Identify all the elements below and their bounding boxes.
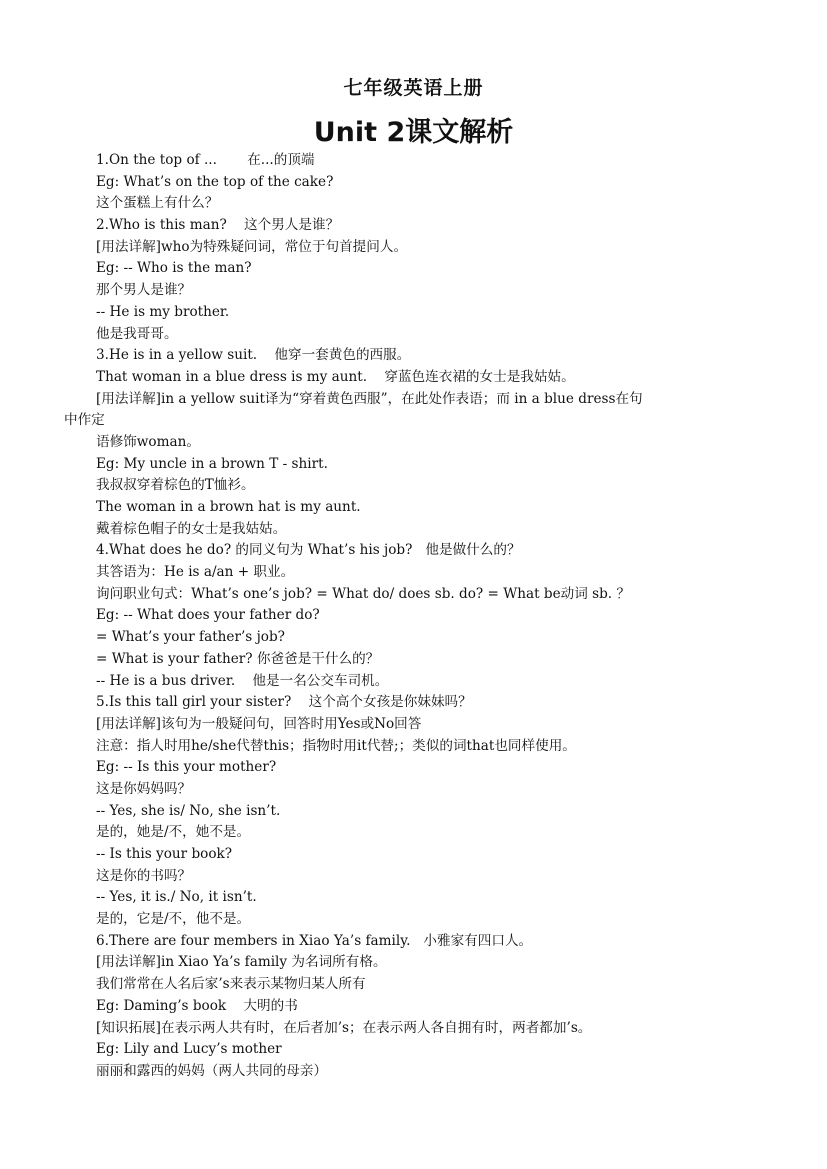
text-line: [用法详解]该句为一般疑问句，回答时用Yes或No回答	[96, 715, 422, 732]
text-line: -- Yes, it is./ No, it isn’t.	[96, 889, 257, 906]
text-line: 中作定	[64, 412, 105, 429]
text-line: 2.Who is this man? 这个男人是谁？	[96, 217, 340, 234]
text-line: 这个蛋糕上有什么？	[96, 195, 219, 212]
text-line: Eg: My uncle in a brown T - shirt.	[96, 455, 328, 472]
text-line: Eg: What’s on the top of the cake?	[96, 173, 334, 190]
text-line: Eg: -- What does your father do?	[96, 607, 320, 624]
text-line: 其答语为：He is a/an + 职业。	[96, 564, 295, 581]
text-line: -- He is a bus driver. 他是一名公交车司机。	[96, 672, 389, 689]
text-line: -- Yes, she is/ No, she isn’t.	[96, 802, 281, 819]
text-line: -- Is this your book?	[96, 846, 233, 862]
text-line: 戴着棕色帽子的女士是我姑姑。	[96, 520, 287, 537]
text-line: -- He is my brother.	[96, 303, 230, 320]
text-line: 他是我哥哥。	[96, 325, 178, 342]
text-line: 1.On the top of ... 在...的顶端	[96, 152, 315, 168]
text-line: 那个男人是谁？	[96, 282, 192, 299]
text-line: 这是你的书吗？	[96, 867, 192, 884]
text-line: [用法详解]in a yellow suit译为“穿着黄色西服”，在此处作表语；而 in a blue dress在句	[96, 390, 643, 407]
text-line: The woman in a brown hat is my aunt.	[96, 499, 361, 515]
document-title: Unit 2课文解析	[313, 117, 514, 148]
text-line: [知识拓展]在表示两人共有时，在后者加’s；在表示两人各自拥有时，两者都加’s。	[96, 1019, 592, 1036]
text-line: 6.There are four members in Xiao Ya’s family. 小雅家有四口人。	[96, 932, 533, 949]
text-line: 我们常常在人名后家’s来表示某物归某人所有	[96, 976, 366, 993]
text-line: [用法详解]who为特殊疑问词，常位于句首提问人。	[96, 238, 408, 255]
text-line: 语修饰woman。	[96, 433, 200, 450]
text-line: Eg: Daming’s book 大明的书	[96, 997, 298, 1014]
text-line: [用法详解]in Xiao Ya’s family 为名词所有格。	[96, 954, 387, 971]
text-line: 4.What does he do? 的同义句为 What’s his job? 他是做什么的？	[96, 542, 521, 559]
document-body	[64, 150, 776, 1083]
text-line: 3.He is in a yellow suit. 他穿一套黄色的西服。	[96, 347, 411, 364]
document-subtitle: 七年级英语上册	[343, 77, 484, 99]
text-line: Eg: Lily and Lucy’s mother	[96, 1041, 282, 1058]
text-line: 是的，她是/不，她不是。	[96, 824, 251, 841]
text-line: 5.Is this tall girl your sister? 这个高个女孩是你妹妹吗？	[96, 694, 472, 711]
text-line: 询问职业句式：What’s one’s job? = What do/ does sb. do? = What be动词 sb. ？	[96, 585, 631, 602]
text-line: Eg: -- Is this your mother?	[96, 759, 277, 776]
text-line: 我叔叔穿着棕色的T恤衫。	[96, 477, 255, 494]
text-line: = What is your father? 你爸爸是干什么的？	[96, 650, 380, 667]
text-line: 注意：指人时用he/she代替this；指物时用it代替;；类似的词that也同样使用。	[96, 737, 576, 754]
text-line: That woman in a blue dress is my aunt. 穿蓝色连衣裙的女士是我姑姑。	[96, 368, 575, 385]
text-line: Eg: -- Who is the man?	[96, 260, 252, 277]
text-line: = What’s your father’s job?	[96, 629, 285, 646]
text-line: 是的，它是/不，他不是。	[96, 911, 251, 928]
text-line: 丽丽和露西的妈妈（两人共同的母亲）	[96, 1062, 328, 1079]
text-line: 这是你妈妈吗？	[96, 780, 192, 797]
